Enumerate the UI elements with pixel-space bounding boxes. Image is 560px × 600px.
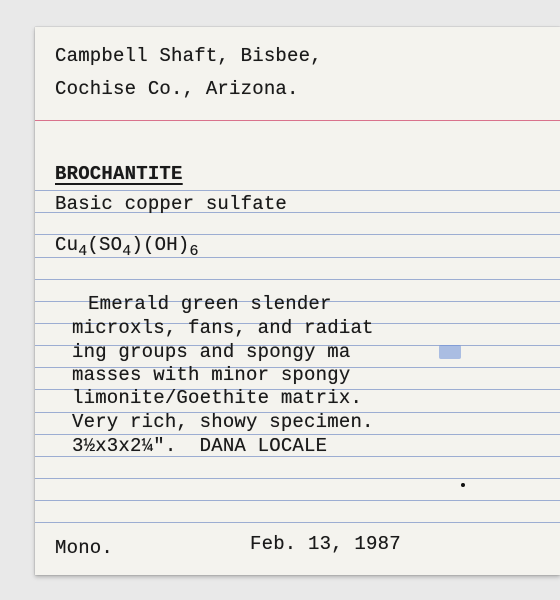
- notes-line-4: masses with minor spongy: [72, 364, 351, 386]
- specimen-label-card: [35, 27, 560, 575]
- notes-line-7: 3½x3x2¼". DANA LOCALE: [72, 435, 328, 457]
- blue-ink-mark: [439, 345, 461, 359]
- chemical-formula: [55, 234, 199, 258]
- source-abbreviation: Mono.: [55, 537, 114, 559]
- formula-oh: )(OH): [131, 234, 190, 256]
- formula-so-subscript: 4: [122, 243, 132, 260]
- formula-so: (SO: [87, 234, 123, 256]
- notes-line-2: microxls, fans, and radiat: [72, 317, 374, 339]
- reverse-side-bleed-through: [335, 47, 545, 567]
- formula-oh-subscript: 6: [189, 243, 199, 260]
- notes-line-5: limonite/Goethite matrix.: [72, 387, 363, 409]
- acquisition-date: Feb. 13, 1987: [250, 533, 401, 555]
- notes-line-3: ing groups and spongy ma: [72, 341, 351, 363]
- locality-line-1: Campbell Shaft, Bisbee,: [55, 45, 322, 67]
- formula-cu-subscript: 4: [78, 243, 88, 260]
- formula-cu: Cu: [55, 234, 79, 256]
- locality-line-2: Cochise Co., Arizona.: [55, 78, 299, 100]
- mineral-description: Basic copper sulfate: [55, 193, 288, 215]
- mineral-name: BROCHANTITE: [55, 163, 183, 185]
- notes-line-6: Very rich, showy specimen.: [72, 411, 374, 433]
- ink-dot: [461, 483, 465, 487]
- notes-line-1: Emerald green slender: [88, 293, 332, 315]
